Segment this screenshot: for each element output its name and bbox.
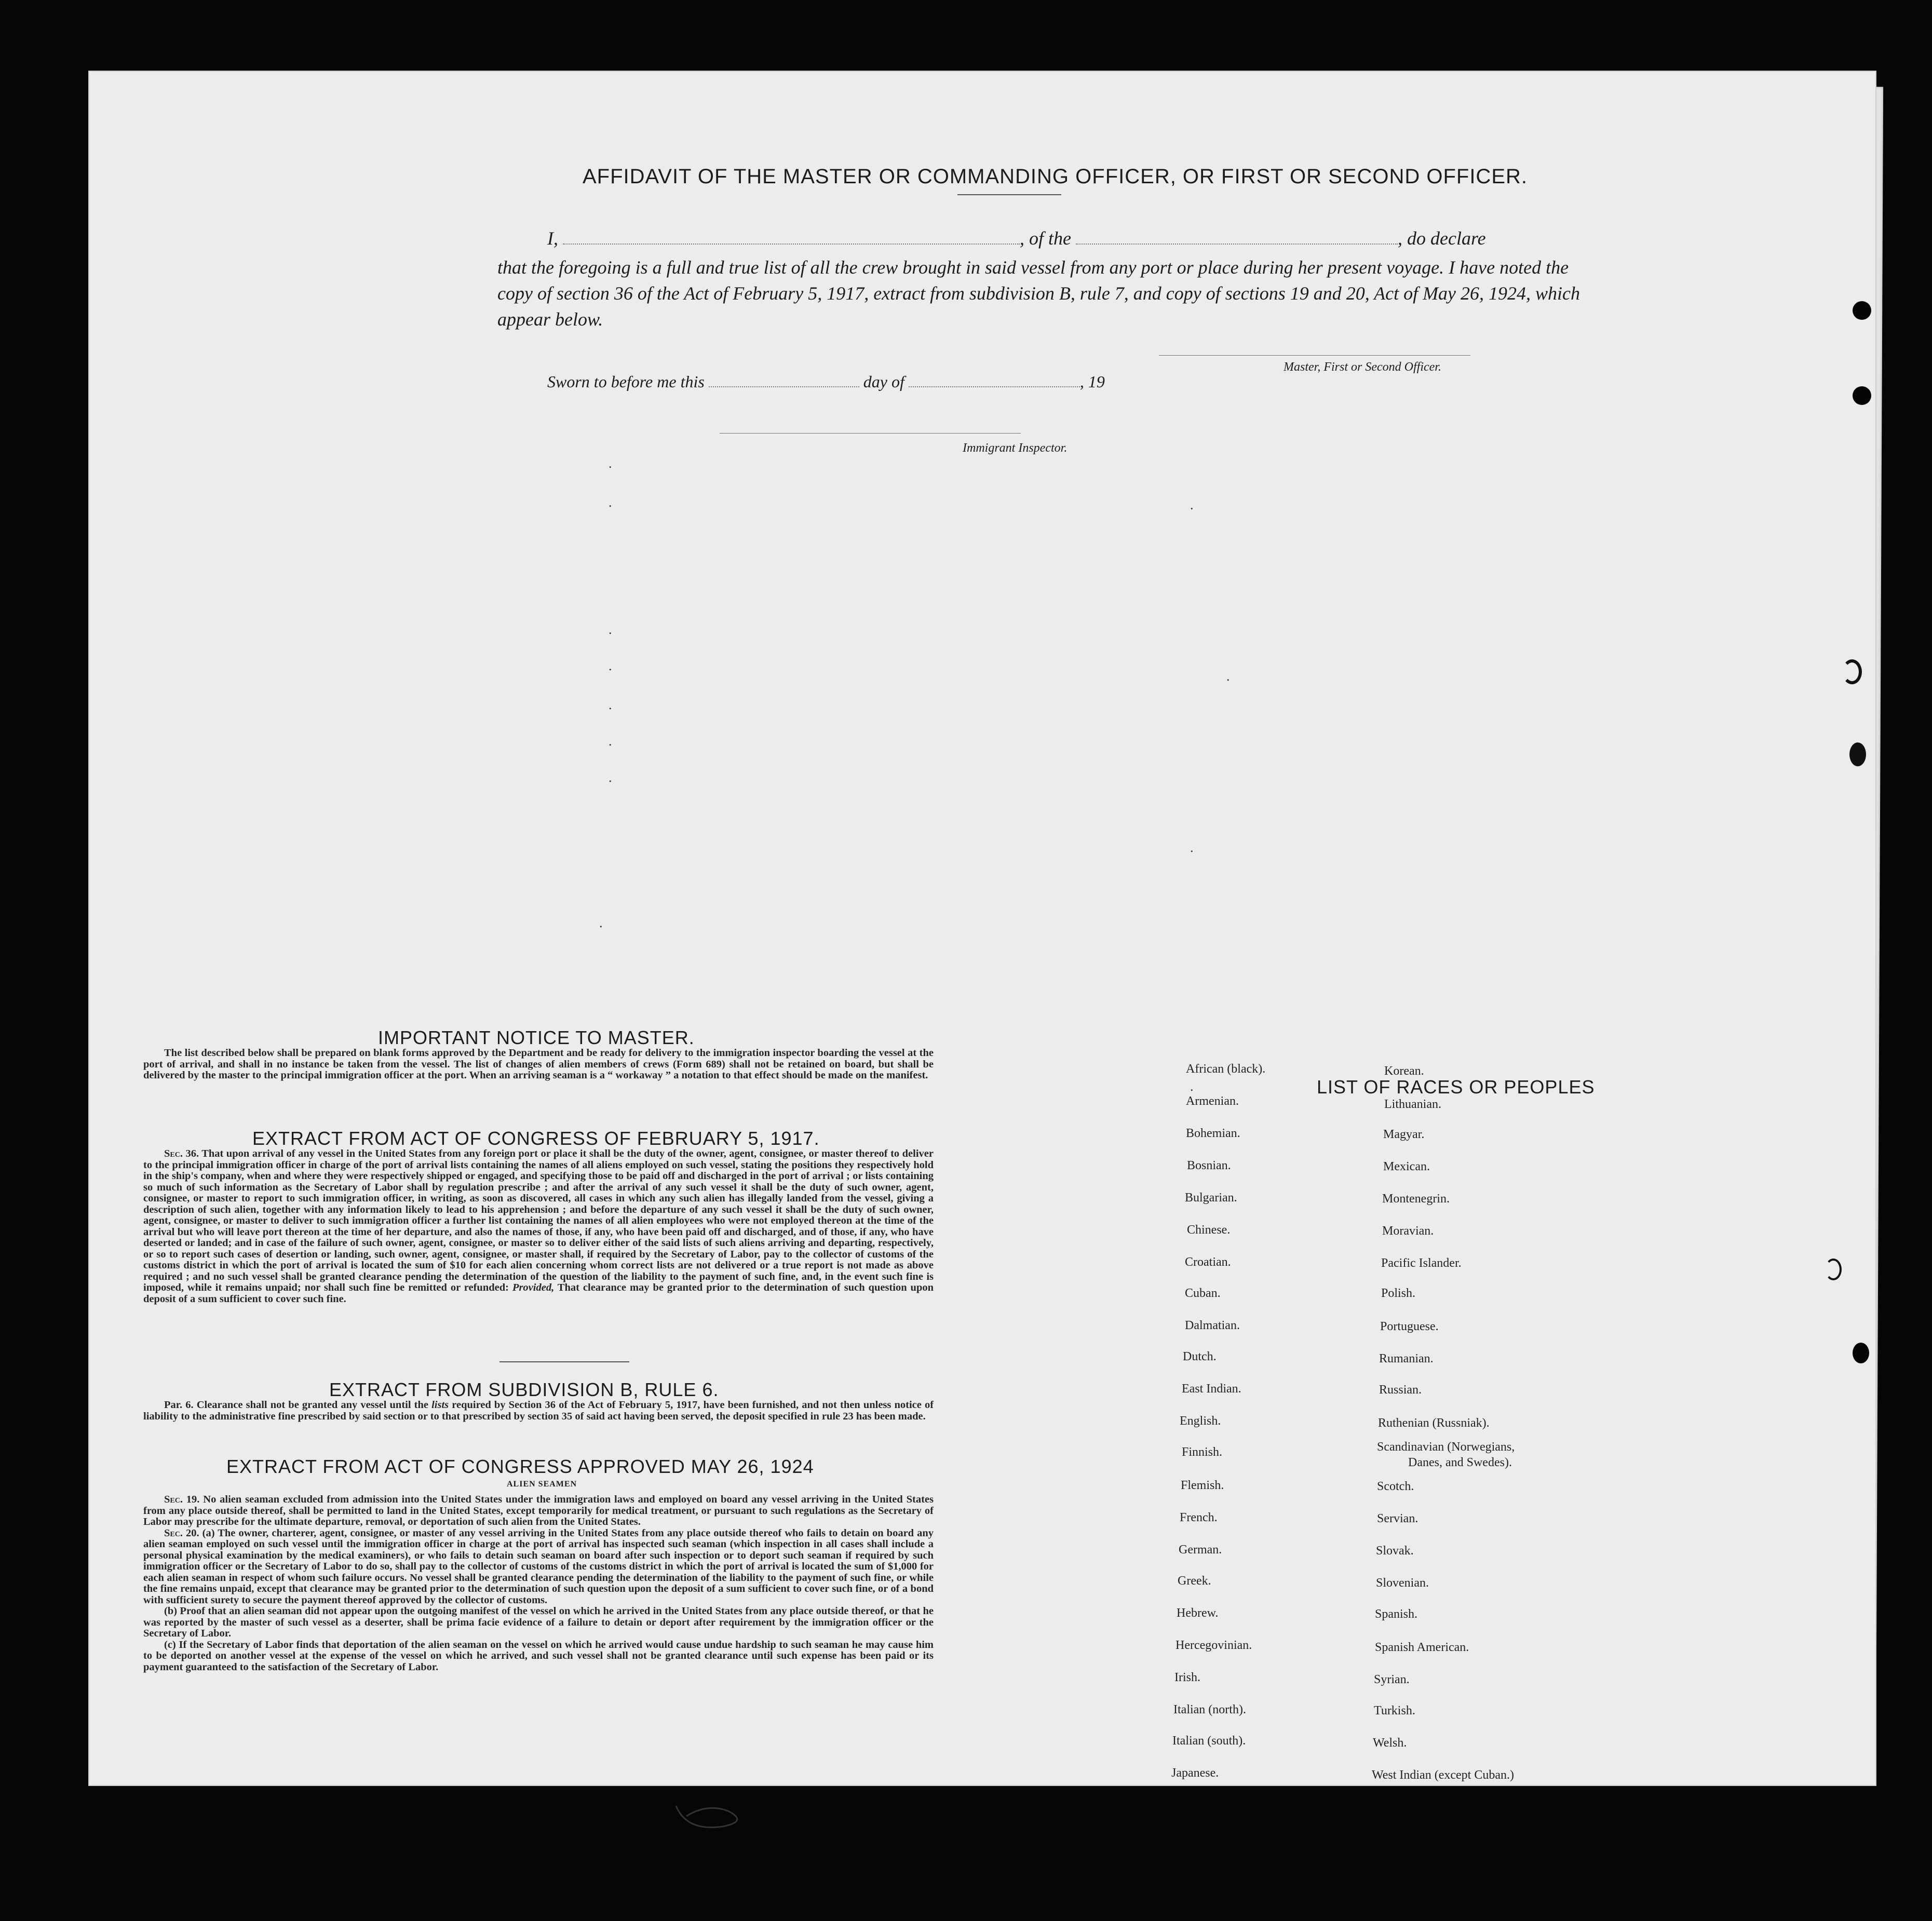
- lists-word: lists: [431, 1399, 449, 1411]
- race-item: German.: [1179, 1543, 1222, 1557]
- race-item: Dutch.: [1183, 1350, 1217, 1363]
- stray-mark: .: [609, 622, 612, 637]
- section-36-paragraph: [143, 1148, 934, 1305]
- section-19-paragraph: [143, 1494, 934, 1528]
- par-6-text-a: Clearance shall not be granted any vessel until the: [196, 1399, 428, 1411]
- subdivision-b-body: [143, 1400, 934, 1422]
- binder-hole: [1853, 386, 1871, 405]
- race-item: African (black).: [1186, 1062, 1266, 1076]
- race-item: East Indian.: [1182, 1382, 1241, 1396]
- section-19-text: No alien seaman excluded from admission into the United States under the immigration laws and employed on board any vessel arriving in the United States from any place outside thereof, shall be permitted to land in the United States, except temporarily for medical treatment, or pursuant to such regulations as the Secretary of Labor may prescribe for the ultimate departure, removal, or deportation of such alien from the United States.: [143, 1494, 934, 1527]
- race-item: Croatian.: [1185, 1255, 1231, 1269]
- section-20-label: Sec. 20.: [164, 1527, 199, 1539]
- section-36-text: That upon arrival of any vessel in the United States from any foreign port or place it shall be the duty of the owner, agent, consignee, or master thereof to deliver to the principal immigration officer in charge of the port of arrival lists containing the names of all aliens employed on such vessel, stating the positions they respectively hold in the ship's company, when and where they were respectively shipped or engaged, and specifying those to be paid off and discharged in the port of arrival ; or lists containing so much of such information as the Secretary of Labor shall by regulation prescribe ; and after the arrival of any such vessel it shall be the duty of such owner, agent, consignee, or master to report to such immigration officer, in writing, as soon as discovered, all cases in which any such alien has illegally landed from the vessel, giving a description of such alien, together with any information likely to lead to his apprehension ; and before the departure of any such vessel it shall be the duty of such owner, agent, consignee, or master to deliver to such immigration officer a further list containing the names of all alien employees who were not employed thereon at the time of the arrival but who will leave port thereon at the time of her departure, and also the names of those, if any, who have been paid off and discharged, and of those, if any, who have deserted or landed; and in case of the failure of such owner, agent, consignee, or master so to deliver either of the said lists of such aliens arriving and departing, respectively, or so to report such cases of desertion or landing, such owner, agent, consignee, or master shall, if required by the Secretary of Labor, pay to the collector of customs of the customs district in which the port of arrival is located the sum of $10 for each alien concerning whom correct lists are not delivered or a true report is not made as above required ; and no such vessel shall be granted clearance pending the determination of the question of the liability to the payment of such fine, and, in the event such fine is imposed, while it remains unpaid; nor shall such fine be remitted or refunded:: [143, 1148, 934, 1293]
- race-item: Irish.: [1174, 1671, 1200, 1684]
- race-item: Moravian.: [1382, 1224, 1434, 1238]
- stray-mark: .: [609, 658, 612, 673]
- binder-hole-outline: [1825, 1259, 1842, 1280]
- race-item: Welsh.: [1373, 1736, 1407, 1750]
- section-36-label: Sec. 36.: [164, 1148, 199, 1159]
- race-item: Cuban.: [1185, 1287, 1221, 1300]
- stray-mark: .: [609, 495, 612, 510]
- stray-mark: .: [1190, 840, 1194, 855]
- race-item: Spanish American.: [1375, 1641, 1469, 1654]
- race-item: Servian.: [1377, 1512, 1418, 1525]
- section-20a-text: (a) The owner, charterer, agent, consignee, or master of any vessel arriving in the United States from any place outside thereof who fails to detain on board any alien seaman employed on such vessel until the immigration officer in charge at the port of arrival has inspected such seaman (which inspection in all cases shall include a personal physical examination by the medical examiners), or who fails to detain such seaman on board after such inspection or to deport such seaman if required by such immigration officer or the Secretary of Labor to do so, shall pay to the collector of customs of the customs district in which the port of arrival is located the sum of $1,000 for each alien seaman in respect of whom such failure occurs. No vessel shall be granted clearance pending the determination of the liability to the payment of such fine, or while the fine remains unpaid, except that clearance may be granted prior to the determination of such question upon the deposit of a sum sufficient to cover such fine, or of a bond with sufficient surety to secure the payment thereof approved by the collector of customs.: [143, 1527, 934, 1606]
- race-item: Italian (north).: [1173, 1703, 1246, 1716]
- stray-mark: .: [609, 734, 612, 749]
- race-item: Scotch.: [1377, 1480, 1414, 1493]
- master-signature-caption: Master, First or Second Officer.: [1284, 360, 1441, 374]
- of-the-label: , of the: [1020, 228, 1071, 249]
- sworn-day-field[interactable]: [709, 371, 859, 387]
- race-item: Syrian.: [1374, 1673, 1410, 1686]
- stray-mark: .: [599, 915, 603, 930]
- stray-mark: .: [609, 697, 612, 712]
- affidavit-title: AFFIDAVIT OF THE MASTER OR COMMANDING OFFICER, OR FIRST OR SECOND OFFICER.: [583, 165, 1528, 188]
- race-item: Spanish.: [1375, 1607, 1418, 1621]
- title-divider: [957, 194, 1061, 195]
- race-item: Turkish.: [1374, 1704, 1415, 1717]
- race-item: Japanese.: [1171, 1766, 1219, 1780]
- section-20a-paragraph: [143, 1528, 934, 1606]
- stray-mark: .: [609, 770, 612, 785]
- alien-seamen-subtitle: ALIEN SEAMEN: [507, 1480, 577, 1489]
- race-item: Italian (south).: [1172, 1734, 1246, 1748]
- race-item: Rumanian.: [1379, 1352, 1434, 1365]
- races-title: LIST OF RACES OR PEOPLES: [1317, 1076, 1595, 1098]
- race-item: Lithuanian.: [1384, 1098, 1441, 1111]
- par-6-text-b: required by Section 36 of the Act of February 5, 1917, have been furnished, and not then unless notice of liability to the administrative fine prescribed by said section or to that prescribed by section 35 of said act having been served, the deposit specified in rule 23 has been made.: [143, 1399, 934, 1422]
- race-item: English.: [1180, 1414, 1221, 1428]
- race-item: Ruthenian (Russniak).: [1378, 1416, 1490, 1430]
- affidavit-statement: that the foregoing is a full and true list of all the crew brought in said vessel from any port or place during her present voyage. I have noted the copy of section 36 of the Act of February 5, 1917, extract from subdivision B, rule 7, and copy of sections 19 and 20, Act of May 26, 1924, which appear below.: [497, 257, 1580, 330]
- race-item: Bohemian.: [1186, 1127, 1240, 1140]
- inspector-signature-line[interactable]: [720, 433, 1021, 434]
- do-declare-label: , do declare: [1397, 228, 1486, 249]
- section-20b-paragraph: (b) Proof that an alien seaman did not appear upon the outgoing manifest of the vessel on which he arrived in the United States from any place outside thereof, or that he was reported by the master of such vessel as a deserter, shall be prima facie evidence of a failure to detain or deport after requirement by the immigration officer or the Secretary of Labor.: [143, 1605, 934, 1639]
- race-item: Korean.: [1384, 1064, 1424, 1078]
- race-item: Magyar.: [1383, 1128, 1425, 1141]
- race-item: Chinese.: [1187, 1223, 1231, 1237]
- race-item: Hercegovinian.: [1176, 1639, 1252, 1652]
- stray-mark: .: [1190, 497, 1194, 512]
- race-item: Greek.: [1178, 1574, 1211, 1588]
- race-item: Scandinavian (Norwegians,: [1377, 1440, 1515, 1454]
- stray-mark: .: [609, 456, 612, 471]
- race-item: Slovenian.: [1376, 1576, 1429, 1590]
- race-item: Mexican.: [1383, 1160, 1430, 1173]
- race-item: Danes, and Swedes).: [1408, 1456, 1512, 1469]
- race-item: Bosnian.: [1187, 1159, 1231, 1172]
- race-item: Hebrew.: [1177, 1606, 1219, 1620]
- par-6-label: Par. 6.: [164, 1399, 194, 1411]
- notice-paragraph: The list described below shall be prepared on blank forms approved by the Department and be ready for delivery to the immigration inspector boarding the vessel at the port of arrival, and shall in no instance be taken from the vessel. The list of changes of alien members of crews (Form 689) shall not be retained on board, but shall be delivered by the master to the principal immigration officer at the port. When an arriving seaman is a “ workaway ” a notation to that effect should be made on the manifest.: [143, 1047, 934, 1081]
- race-item: Finnish.: [1182, 1445, 1223, 1459]
- section-20c-paragraph: (c) If the Secretary of Labor finds that deportation of the alien seaman on the vessel on which he arrived would cause undue hardship to such seaman he may cause him to be deported on another vessel at the expense of the vessel on which he arrived, and such vessel shall not be granted clearance until such expense has been paid or its payment guaranteed to the satisfaction of the Secretary of Labor.: [143, 1639, 934, 1673]
- form-page: [89, 72, 1875, 1785]
- par-6-paragraph: [143, 1400, 934, 1422]
- sworn-prefix: Sworn to before me this: [547, 372, 705, 391]
- race-item: Pacific Islander.: [1381, 1256, 1462, 1270]
- stray-mark: .: [1190, 1079, 1194, 1094]
- inspector-signature-caption: Immigrant Inspector.: [963, 441, 1068, 455]
- extract-1924-title: EXTRACT FROM ACT OF CONGRESS APPROVED MAY 26, 1924: [226, 1456, 814, 1477]
- race-item: Armenian.: [1186, 1094, 1239, 1108]
- sworn-line: [547, 371, 1105, 391]
- master-signature-line[interactable]: [1159, 355, 1470, 356]
- binder-hole: [1853, 301, 1871, 320]
- declarant-name-field[interactable]: [563, 228, 1020, 245]
- section-36-proviso: That clearance may be granted prior to the determination of such question upon deposit of a sum sufficient to cover such fine.: [143, 1282, 934, 1305]
- extract-1917-body: [143, 1148, 934, 1305]
- vessel-name-field[interactable]: [1076, 228, 1398, 245]
- race-item: Montenegrin.: [1382, 1192, 1450, 1206]
- extract-1924-body: [143, 1494, 934, 1673]
- binder-hole-outline: [1849, 742, 1866, 766]
- race-item: Flemish.: [1181, 1479, 1224, 1492]
- notice-title: IMPORTANT NOTICE TO MASTER.: [378, 1027, 695, 1048]
- race-item: West Indian (except Cuban.): [1372, 1768, 1514, 1782]
- race-item: Russian.: [1379, 1383, 1422, 1397]
- section-divider: [499, 1361, 629, 1362]
- subdivision-b-title: EXTRACT FROM SUBDIVISION B, RULE 6.: [329, 1379, 719, 1400]
- binder-hole: [1853, 1343, 1869, 1363]
- extract-1917-title: EXTRACT FROM ACT OF CONGRESS OF FEBRUARY 5, 1917.: [252, 1128, 820, 1149]
- declaration-line: [547, 227, 1486, 249]
- section-19-label: Sec. 19.: [164, 1494, 200, 1505]
- provided-label: Provided,: [512, 1282, 555, 1293]
- race-item: Slovak.: [1376, 1544, 1414, 1558]
- notice-body: [143, 1048, 934, 1081]
- sworn-day-label: day of: [863, 372, 904, 391]
- sworn-month-field[interactable]: [909, 371, 1080, 387]
- race-item: Bulgarian.: [1185, 1191, 1237, 1205]
- declarant-prefix: I,: [547, 228, 558, 249]
- race-item: Polish.: [1381, 1287, 1416, 1300]
- race-item: French.: [1180, 1511, 1218, 1524]
- sworn-year-label: , 19: [1079, 372, 1105, 391]
- race-item: Dalmatian.: [1185, 1319, 1240, 1332]
- binder-hole-outline: [1842, 659, 1862, 684]
- pen-scribble: [671, 1795, 754, 1842]
- race-item: Portuguese.: [1380, 1320, 1439, 1333]
- stray-mark: .: [1226, 669, 1230, 684]
